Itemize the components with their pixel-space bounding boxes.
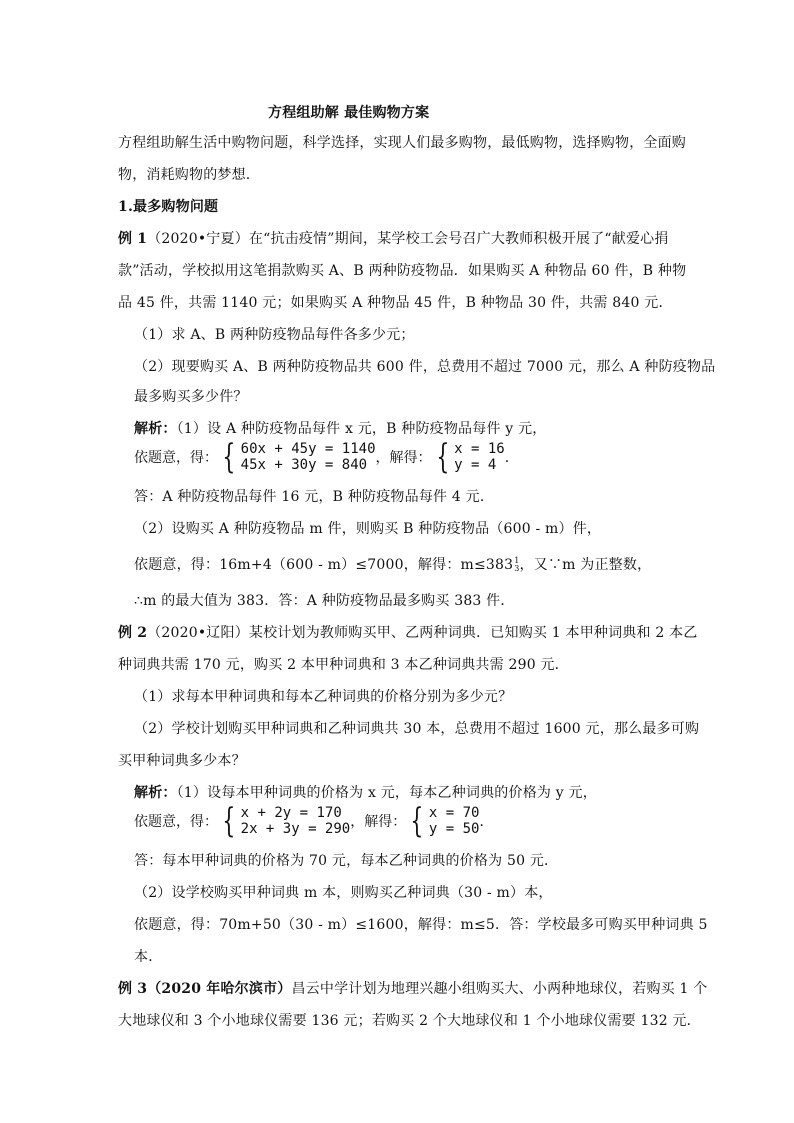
equations: [241, 805, 351, 837]
analysis-text: （1）设每本甲种词典的价格为 x 元，每本乙种词典的价格为 y 元，: [176, 785, 597, 801]
example-2-part-2c: 本．: [134, 949, 163, 965]
example-2-question-2b: 买甲种词典多少本？: [118, 753, 246, 769]
intro-line-1: 方程组助解生活中购物问题，科学选择，实现人们最多购物，最低购物，选择购物，全面购: [118, 135, 686, 151]
example-1-question-2a: （2）现要购买 A、B 两种防疫物品共 600 件，总费用不超过 7000 元，那么 A 种防疫物品: [134, 359, 716, 375]
solution-1: x = 16: [454, 441, 505, 457]
example-1-label: 例 1: [118, 231, 148, 247]
example-1-text-1: （2020•宁夏）在“抗击疫情”期间，某学校工会号召广大教师积极开展了“献爱心捐: [147, 231, 669, 247]
example-2-text-1: （2020•辽阳）某校计划为教师购买甲、乙两种词典．已知购买 1 本甲种词典和 2 本乙: [147, 625, 698, 641]
solution-2: y = 4: [454, 457, 497, 473]
example-1-line-1: [118, 230, 669, 248]
example-2-equation-system: [134, 801, 494, 841]
system-end: ．: [504, 450, 519, 466]
example-3-text-1: 昌云中学计划为地理兴趣小组购买大、小两种地球仪，若购买 1 个: [291, 981, 708, 997]
equation-2: 2x + 3y = 290: [240, 821, 351, 837]
example-1-part-2a: （2）设购买 A 种防疫物品 m 件，则购买 B 种防疫物品（600 - m）件，: [134, 521, 602, 537]
solutions: [454, 441, 505, 473]
example-2-analysis-1: [134, 784, 597, 802]
example-2-part-2a: （2）设学校购买甲种词典 m 本，则购买乙种词典（30 - m）本，: [134, 885, 553, 901]
part-2b-post: ，又∵m 为正整数，: [519, 557, 652, 573]
intro-line-2: 物，消耗购物的梦想.: [118, 167, 251, 183]
equation-1: 60x + 45y = 1140: [240, 441, 376, 457]
analysis-label: 解析：: [134, 421, 177, 437]
example-2-part-2b: 依题意，得：70m+50（30 - m）≤1600，解得：m≤5．答：学校最多可购买甲种词典 5: [134, 917, 708, 933]
left-brace: {: [435, 437, 449, 477]
example-1-part-2b: [134, 556, 651, 574]
example-1-equation-system: [134, 437, 519, 477]
doc-title: 方程组助解 最佳购物方案: [268, 105, 430, 121]
example-1-answer-1: 答：A 种防疫物品每件 16 元，B 种防疫物品每件 4 元．: [134, 489, 495, 505]
example-2-question-1: （1）求每本甲种词典和每本乙种词典的价格分别为多少元？: [134, 689, 513, 705]
solution-1: x = 70: [428, 805, 480, 821]
example-1-line-2: 款”活动，学校拟用这笔捐款购买 A、B 两种防疫物品．如果购买 A 种物品 60 件，B 种物: [118, 263, 687, 279]
system-mid: ，解得：: [375, 450, 432, 466]
part-2b-pre: 依题意，得：16m+4（600 - m）≤7000，解得：m≤383: [134, 557, 514, 573]
system-prefix: 依题意，得：: [134, 814, 218, 830]
example-1-question-2b: 最多购买多少件？: [134, 389, 248, 405]
example-2-label: 例 2: [118, 625, 148, 641]
system-end: ．: [479, 814, 494, 830]
fraction-numerator: 1: [514, 556, 520, 565]
example-1-part-2c: ∴m 的最大值为 383．答：A 种防疫物品最多购买 383 件．: [134, 593, 515, 609]
analysis-text: （1）设 A 种防疫物品每件 x 元，B 种防疫物品每件 y 元，: [176, 421, 547, 437]
example-3-line-1: [118, 980, 707, 998]
system-mid: ，解得：: [350, 814, 407, 830]
example-2-question-2a: （2）学校计划购买甲种词典和乙种词典共 30 本，总费用不超过 1600 元，那么最多可购: [134, 721, 700, 737]
solution-2: y = 50: [428, 821, 480, 837]
example-3-line-2: 大地球仪和 3 个小地球仪需要 136 元；若购买 2 个大地球仪和 1 个小地球仪需要 132 元．: [118, 1013, 701, 1029]
example-1-line-3: 品 45 件，共需 1140 元；如果购买 A 种物品 45 件，B 种物品 30 件，共需 840 元．: [118, 295, 673, 311]
left-brace: {: [222, 437, 236, 477]
equation-1: x + 2y = 170: [240, 805, 342, 821]
example-3-source: （2020 年哈尔滨市）: [147, 981, 292, 997]
example-1-analysis-1: [134, 420, 546, 438]
example-2-line-2: 种词典共需 170 元，购买 2 本甲种词典和 3 本乙种词典共需 290 元．: [118, 657, 569, 673]
example-3-label: 例 3: [118, 981, 148, 997]
solutions: [429, 805, 480, 837]
left-brace: {: [222, 801, 236, 841]
equation-2: 45x + 30y = 840: [240, 457, 368, 473]
example-2-line-1: [118, 624, 698, 642]
left-brace: {: [410, 801, 424, 841]
example-2-answer-1: 答：每本甲种词典的价格为 70 元，每本乙种词典的价格为 50 元．: [134, 853, 559, 869]
equations: [241, 441, 376, 473]
fraction-denominator: 3: [514, 564, 520, 573]
analysis-label: 解析：: [134, 785, 177, 801]
example-1-question-1: （1）求 A、B 两种防疫物品每件各多少元；: [134, 327, 415, 343]
system-prefix: 依题意，得：: [134, 450, 218, 466]
section-heading: 1.最多购物问题: [118, 199, 219, 215]
